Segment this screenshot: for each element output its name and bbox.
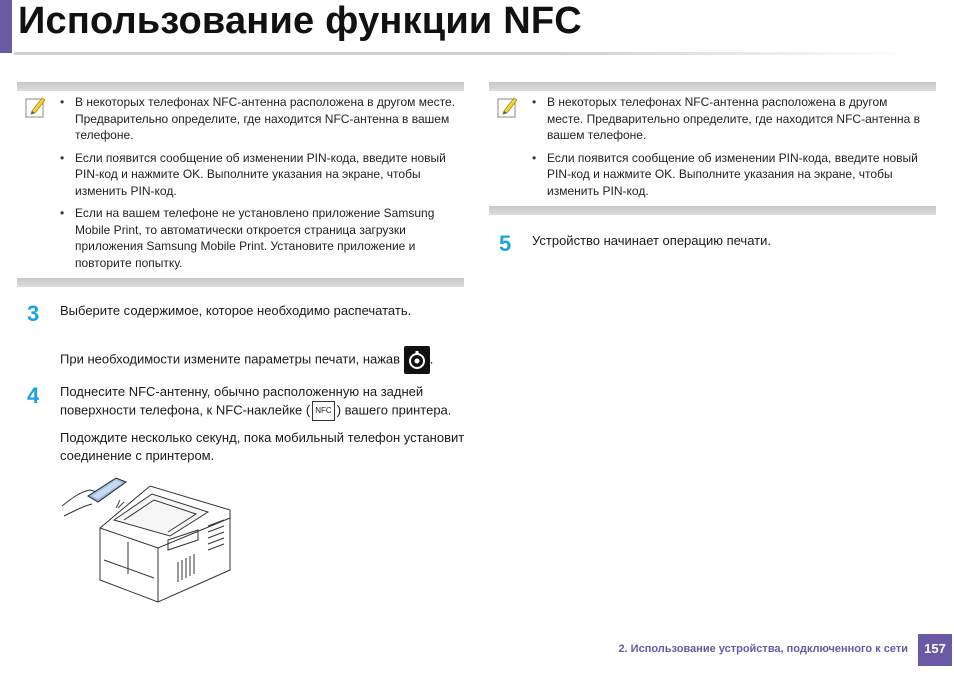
list-item: • В некоторых телефонах NFC-антенна расположена в другом месте. Предварительно определите, где находится NFC-антенна в вашем телефоне. bbox=[532, 94, 927, 144]
step-number-4: 4 bbox=[27, 383, 40, 408]
list-item: • В некоторых телефонах NFC-антенна расположена в другом месте. Предварительно определите, где находится NFC-антенна в вашем телефоне. bbox=[60, 94, 460, 144]
note-box-left bbox=[17, 82, 464, 287]
memo-pencil-icon bbox=[23, 94, 49, 120]
step-number-3: 3 bbox=[27, 301, 40, 326]
step-number-5: 5 bbox=[499, 231, 512, 256]
step-3-line-2 bbox=[60, 346, 465, 374]
note-list-right bbox=[532, 94, 927, 205]
title-divider bbox=[14, 52, 914, 55]
step-3-text bbox=[60, 302, 465, 374]
nfc-tag-icon: NFC bbox=[312, 401, 334, 421]
step-5-line-1: Устройство начинает операцию печати. bbox=[532, 233, 771, 248]
page-title: Использование функции NFC bbox=[18, 0, 582, 42]
step-4-line-1a: Поднесите NFC-антенну, обычно расположенную на задней поверхности телефона, к NFC-наклейке ( bbox=[60, 384, 424, 418]
list-item: • Если на вашем телефоне не установлено приложение Samsung Mobile Print, то автоматически откроется страница загрузки приложения Samsung Mobile Print. Установите приложение и повторите попытку. bbox=[60, 205, 460, 271]
step-3-line-2-end: . bbox=[429, 351, 434, 367]
note-box-right bbox=[489, 82, 936, 215]
step-4-line-1 bbox=[60, 383, 470, 421]
title-accent-bar bbox=[0, 0, 12, 53]
note-top-bar bbox=[17, 82, 464, 91]
printer-phone-illustration bbox=[58, 470, 238, 610]
note-bottom-bar bbox=[489, 206, 936, 215]
step-5-text bbox=[532, 232, 932, 250]
step-4-line-2: Подождите несколько секунд, пока мобильный телефон установит соединение с принтером. bbox=[60, 430, 465, 463]
step-3-line-1: Выберите содержимое, которое необходимо распечатать. bbox=[60, 303, 412, 318]
footer-chapter-title: 2. Использование устройства, подключенного к сети bbox=[618, 643, 908, 655]
memo-pencil-icon bbox=[495, 94, 521, 120]
step-3-line-2-text: При необходимости измените параметры печати, нажав bbox=[60, 351, 401, 367]
note-bottom-bar bbox=[17, 278, 464, 287]
page-number: 157 bbox=[918, 634, 952, 666]
step-4-text bbox=[60, 383, 470, 465]
list-item: • Если появится сообщение об изменении PIN-кода, введите новый PIN-код и нажмите OK. Выполните указания на экране, чтобы изменить PIN-код. bbox=[532, 150, 927, 200]
step-4-line-1b: ) вашего принтера. bbox=[336, 402, 452, 418]
note-top-bar bbox=[489, 82, 936, 91]
list-item: • Если появится сообщение об изменении PIN-кода, введите новый PIN-код и нажмите OK. Выполните указания на экране, чтобы изменить PIN-код. bbox=[60, 150, 460, 200]
note-list-left bbox=[60, 94, 460, 277]
settings-gear-icon bbox=[404, 346, 430, 374]
